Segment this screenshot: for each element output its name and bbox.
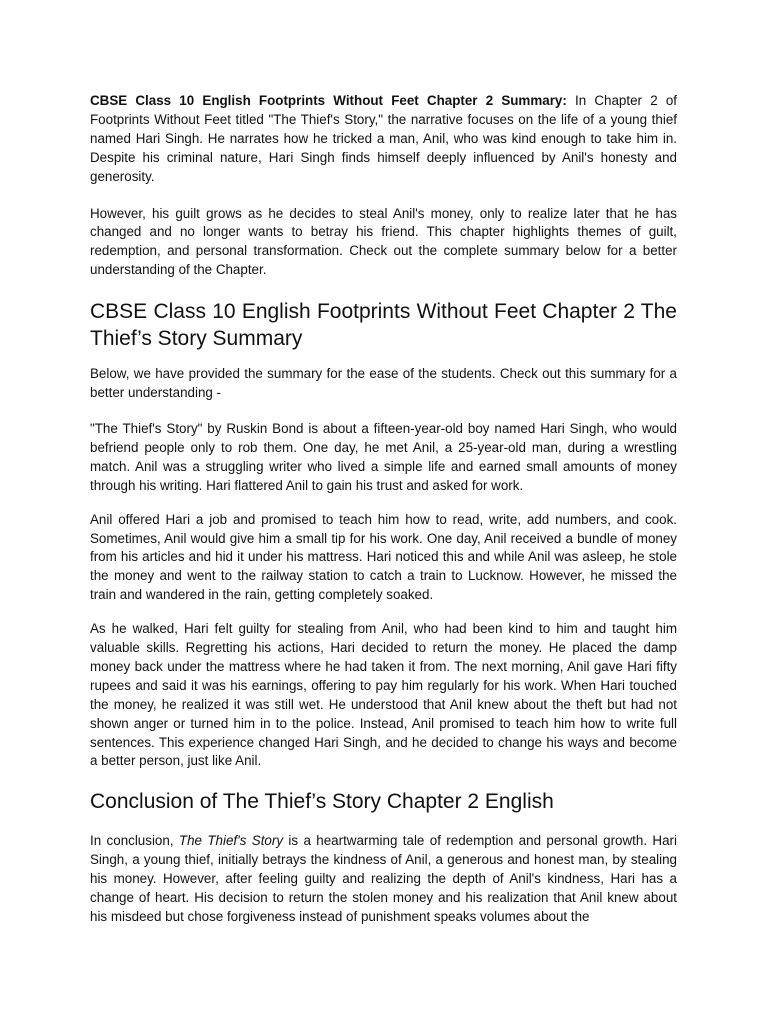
summary-heading: CBSE Class 10 English Footprints Without Feet Chapter 2 The Thief’s Story Summary [90,300,677,351]
summary-paragraph: "The Thief's Story" by Ruskin Bond is about a fifteen-year-old boy named Hari Singh, who would befriend people only to rob them. One day, he met Anil, a 25-year-old man, during a wrestling match. Anil was a struggling writer who lived a simple life and earned small amounts of money through his writing. Hari flattered Anil to gain his trust and asked for work. [90,420,677,493]
intro-paragraph [90,92,677,187]
document-page [90,92,677,927]
intro-paragraph-2: However, his guilt grows as he decides to steal Anil's money, only to realize later that he has changed and no longer wants to betray his friend. This chapter highlights themes of guilt, redemption, and personal transformation. Check out the complete summary below for a better understanding of the Chapter. [90,205,677,278]
conclusion-title-italic: The Thief's Story [178,833,284,849]
summary-paragraph: As he walked, Hari felt guilty for stealing from Anil, who had been kind to him and taught him valuable skills. Regretting his actions, Hari decided to return the money. He placed the damp money back under the mattress where he had taken it from. The next morning, Anil gave Hari fifty rupees and said it was his earnings, offering to pay him regularly for his work. When Hari touched the money, he realized it was still wet. He understood that Anil knew about the theft but had not shown anger or turned him in to the police. Instead, Anil promised to teach him how to write full sentences. This experience changed Hari Singh, and he decided to change his ways and become a better person, just like Anil. [90,621,677,769]
conclusion-paragraph [90,832,677,927]
conclusion-text-after: is a heartwarming tale of redemption and personal growth. Hari Singh, a young thief, initially betrays the kindness of Anil, a generous and honest man, by stealing his money. However, after feeling guilty and realizing the depth of Anil's kindness, Hari has a change of heart. His decision to return the stolen money and his realization that Anil knew about his misdeed but chose forgiveness instead of punishment speaks volumes about the [90,833,677,924]
intro-lead-text: In Chapter 2 of Footprints Without Feet titled "The Thief's Story," the narrative focuses on the life of a young thief named Hari Singh. He narrates how he tricked a man, Anil, who was kind enough to take him in. Despite his criminal nature, Hari Singh finds himself deeply influenced by Anil's honesty and generosity. [90,93,677,184]
summary-intro: Below, we have provided the summary for the ease of the students. Check out this summary for a better understanding - [90,366,677,401]
summary-paragraph: Anil offered Hari a job and promised to teach him how to read, write, add numbers, and cook. Sometimes, Anil would give him a small tip for his work. One day, Anil received a bundle of money from his articles and hid it under his mattress. Hari noticed this and while Anil was asleep, he stole the money and went to the railway station to catch a train to Lucknow. However, he missed the train and wandered in the rain, getting completely soaked. [90,511,677,603]
intro-lead-bold: CBSE Class 10 English Footprints Without Feet Chapter 2 Summary: [90,93,567,108]
conclusion-heading: Conclusion of The Thief’s Story Chapter 2 English [90,790,554,814]
conclusion-text-before: In conclusion, [90,833,179,849]
